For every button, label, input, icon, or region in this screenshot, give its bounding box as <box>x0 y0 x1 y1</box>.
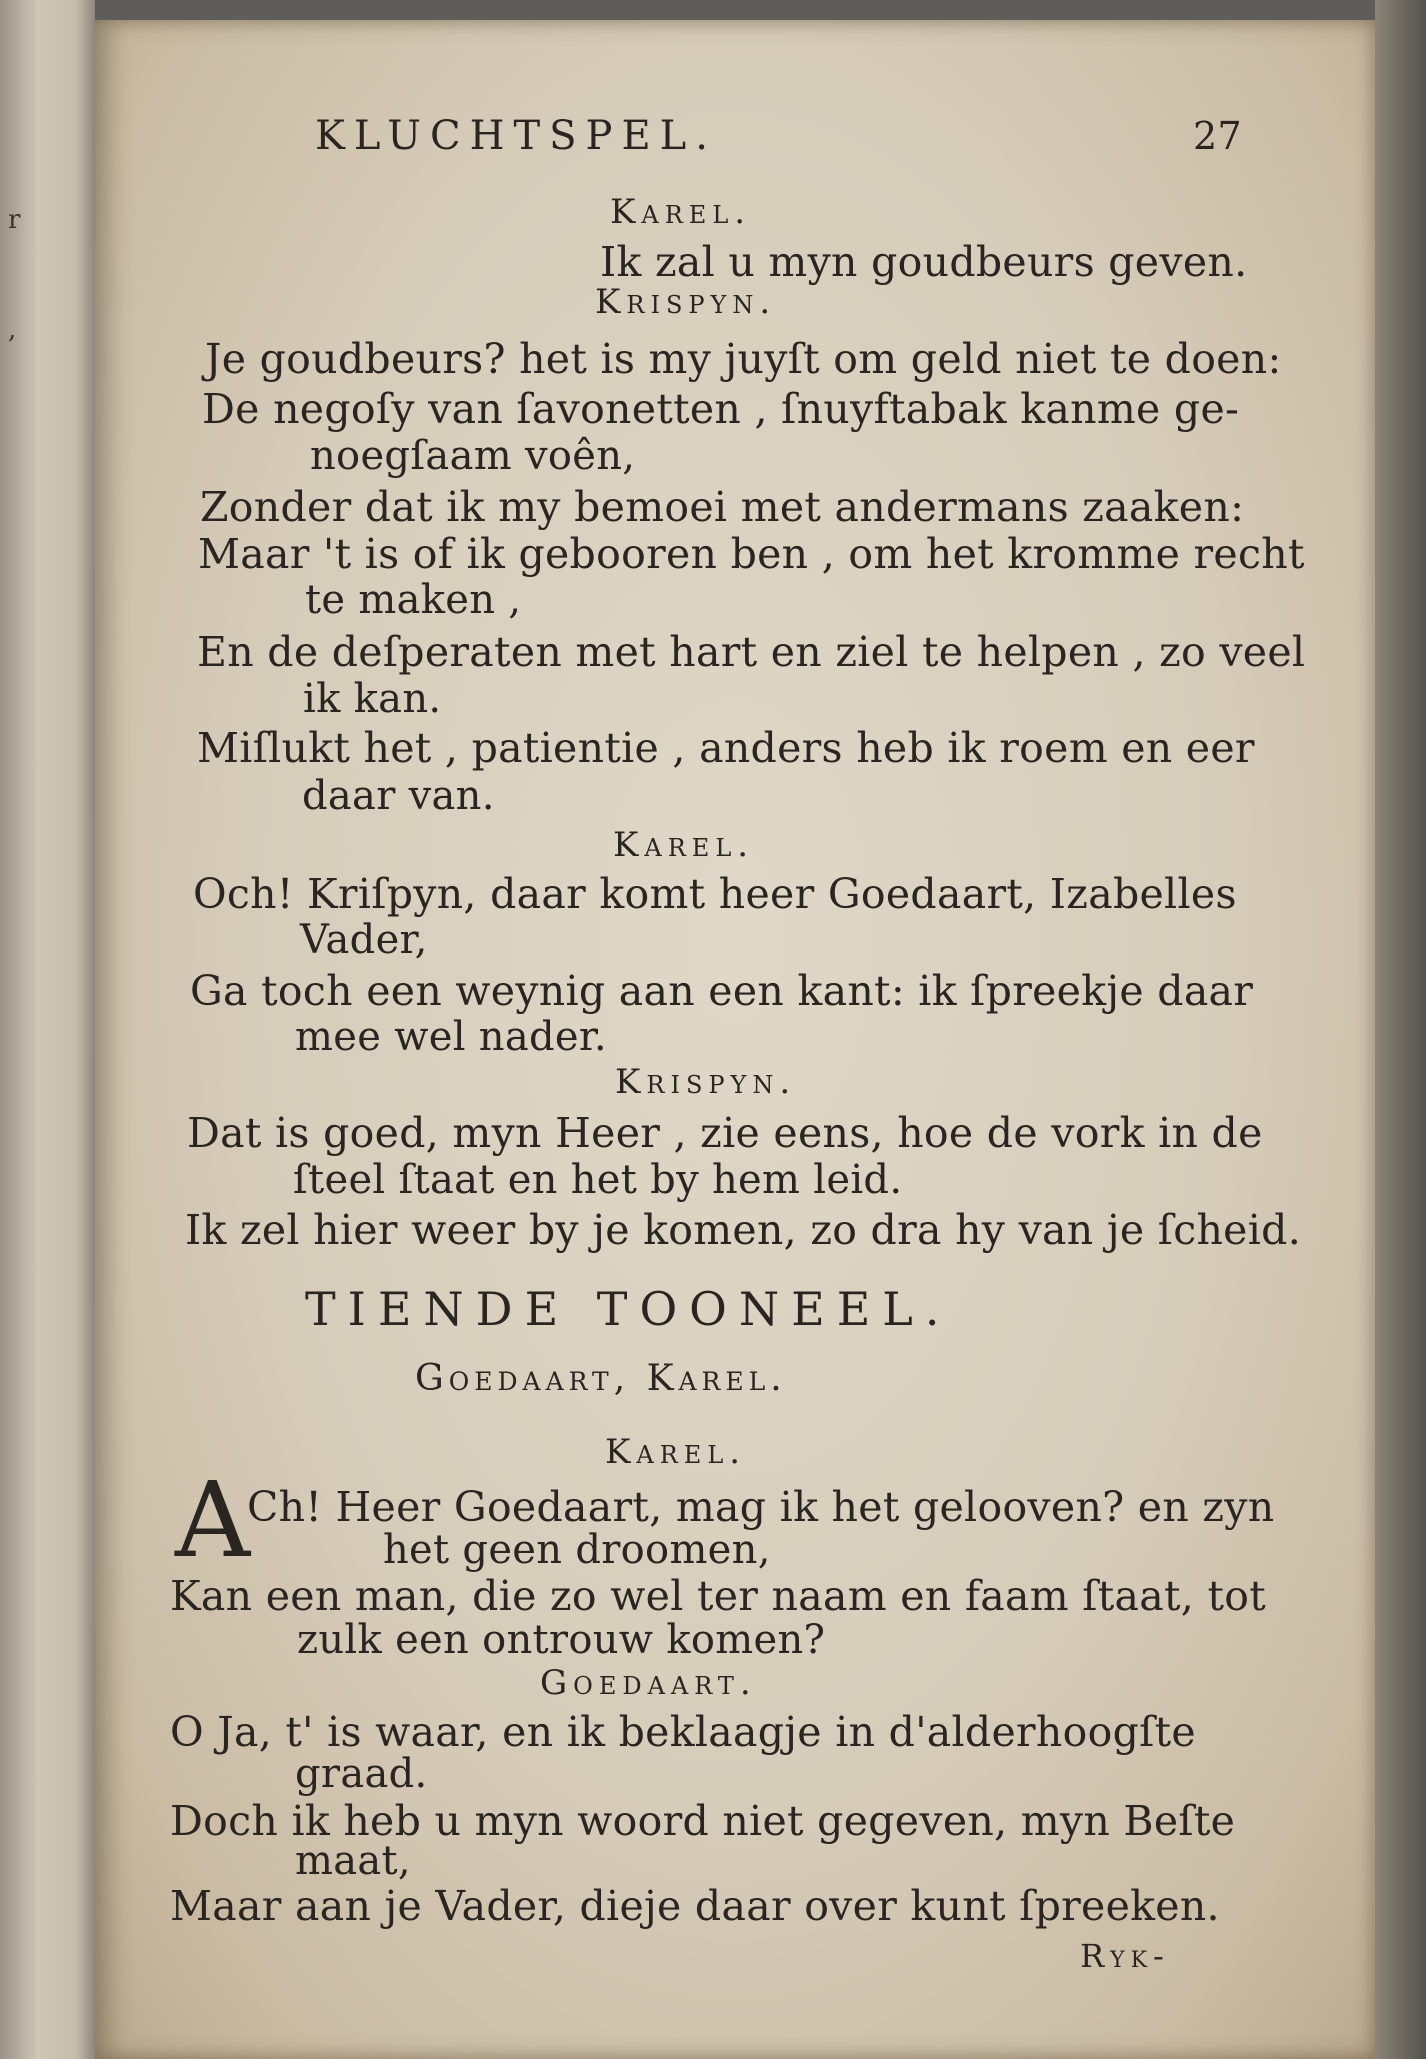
verse-line: Och! Kriſpyn, daar komt heer Goedaart, Izabelles <box>193 870 1237 918</box>
verse-line: Maar 't is of ik gebooren ben , om het kromme recht <box>198 530 1305 578</box>
scene-title: TIENDE TOONEEL. <box>305 1282 952 1336</box>
verse-line-continuation: het geen droomen, <box>383 1527 771 1573</box>
verse-line: Ga toch een weynig aan een kant: ik ſpreekje daar <box>190 967 1254 1015</box>
catchword: Ryk- <box>1080 1937 1170 1975</box>
verse-line: Kan een man, die zo wel ter naam en faam ſtaat, tot <box>170 1572 1267 1620</box>
verse-line: O Ja, t' is waar, en ik beklaagje in d'alderhoogſte <box>170 1708 1196 1756</box>
drop-capital: A <box>175 1459 251 1581</box>
speaker-label: Karel. <box>610 192 752 232</box>
speaker-label: Karel. <box>613 825 755 865</box>
verse-line: Dat is goed, myn Heer , zie eens, hoe de vork in de <box>187 1109 1263 1157</box>
scene-persons: Goedaart, Karel. <box>415 1358 787 1399</box>
previous-page-edge <box>0 0 95 2059</box>
verse-line: Ch! Heer Goedaart, mag ik het gelooven? en zyn <box>247 1483 1275 1531</box>
verse-line: Ik zal u myn goudbeurs geven. <box>600 238 1248 286</box>
verse-line-continuation: te maken , <box>305 577 522 623</box>
book-page <box>95 20 1375 2059</box>
speaker-label: Karel. <box>605 1432 747 1472</box>
page-stack-edge <box>1375 0 1426 2059</box>
verse-line-continuation: mee wel nader. <box>295 1014 607 1060</box>
verse-line-continuation: maat, <box>295 1838 411 1884</box>
verse-line-continuation: noegſaam voên, <box>310 433 636 479</box>
verse-line-continuation: graad. <box>295 1751 428 1797</box>
running-head: KLUCHTSPEL. <box>315 113 717 159</box>
verse-line: Doch ik heb u myn woord niet gegeven, myn Beſte <box>170 1797 1236 1845</box>
verse-line-continuation: ik kan. <box>303 676 442 722</box>
speaker-label: Goedaart. <box>540 1663 757 1703</box>
verse-line: Je goudbeurs? het is my juyſt om geld niet te doen: <box>205 335 1282 383</box>
verse-line-continuation: Vader, <box>300 917 428 963</box>
verse-line: En de deſperaten met hart en ziel te helpen , zo veel <box>197 628 1306 676</box>
margin-fragment: , <box>8 315 17 345</box>
verse-line: Zonder dat ik my bemoei met andermans zaaken: <box>200 483 1245 531</box>
verse-line: De negoſy van ſavonetten , ſnuyftabak kanme ge- <box>202 385 1240 433</box>
verse-line: Miſlukt het , patientie , anders heb ik roem en eer <box>197 724 1255 772</box>
verse-line-continuation: zulk een ontrouw komen? <box>297 1617 826 1663</box>
verse-line: Maar aan je Vader, dieje daar over kunt ſpreeken. <box>170 1882 1220 1930</box>
speaker-label: Krispyn. <box>595 282 777 322</box>
verse-line-continuation: daar van. <box>302 773 495 819</box>
margin-fragment: r <box>8 205 21 235</box>
speaker-label: Krispyn. <box>615 1062 797 1102</box>
page-number: 27 <box>1193 114 1242 158</box>
verse-line-continuation: ſteel ſtaat en het by hem leid. <box>293 1157 903 1203</box>
verse-line: Ik zel hier weer by je komen, zo dra hy van je ſcheid. <box>185 1206 1302 1254</box>
